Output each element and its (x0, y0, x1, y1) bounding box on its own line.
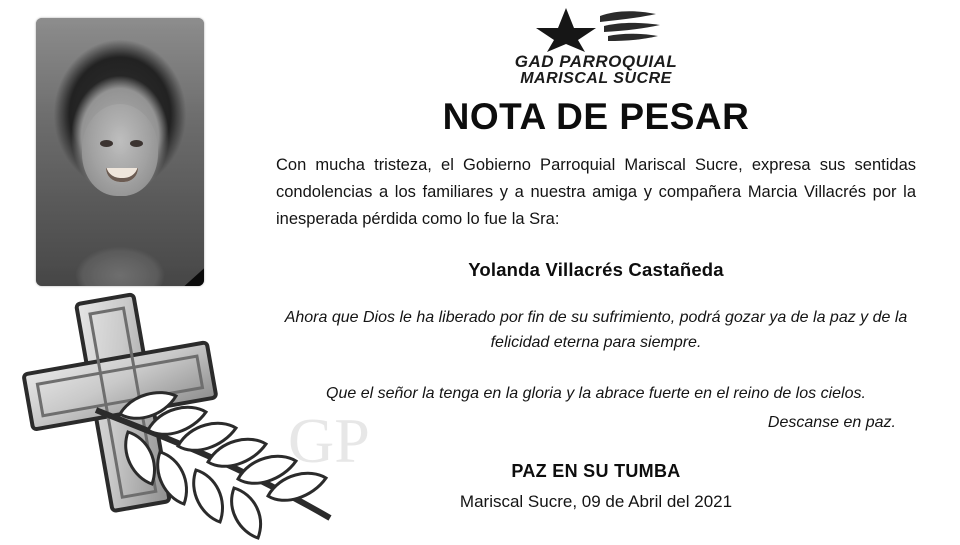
message-second: Que el señor la tenga en la gloria y la abrace fuerte en el reino de los cielos. (326, 385, 866, 402)
portrait-eye-right (130, 140, 143, 147)
intro-paragraph: Con mucha tristeza, el Gobierno Parroquial Mariscal Sucre, expresa sus sentidas condolencias a los familiares y a nuestra amiga y compañera Marcia Villacrés por la inesperada pérdida como lo fue la Sra: (276, 156, 916, 228)
portrait-image (36, 18, 204, 286)
deceased-name: Yolanda Villacrés Castañeda (468, 259, 724, 280)
place-and-date: Mariscal Sucre, 09 de Abril del 2021 (459, 492, 733, 511)
watermark: GP (288, 405, 370, 476)
organization-name-line2: MARISCAL SUCRE (520, 70, 672, 87)
page-title: NOTA DE PESAR (442, 96, 750, 137)
closing-line: PAZ EN SU TUMBA (511, 461, 681, 481)
portrait-eye-left (100, 140, 113, 147)
organization-logo (232, 6, 960, 87)
message-third: Descanse en paz. (767, 414, 896, 431)
portrait-photo (36, 18, 204, 286)
message-first: Ahora que Dios le ha liberado por fin de su sufrimiento, podrá gozar ya de la paz y de la felicidad eterna para siempre. (284, 309, 908, 351)
organization-name-line1: GAD PARROQUIAL (514, 52, 678, 71)
notice-content (232, 0, 960, 540)
star-with-motion-lines-icon (512, 6, 680, 52)
organization-name (515, 53, 678, 87)
